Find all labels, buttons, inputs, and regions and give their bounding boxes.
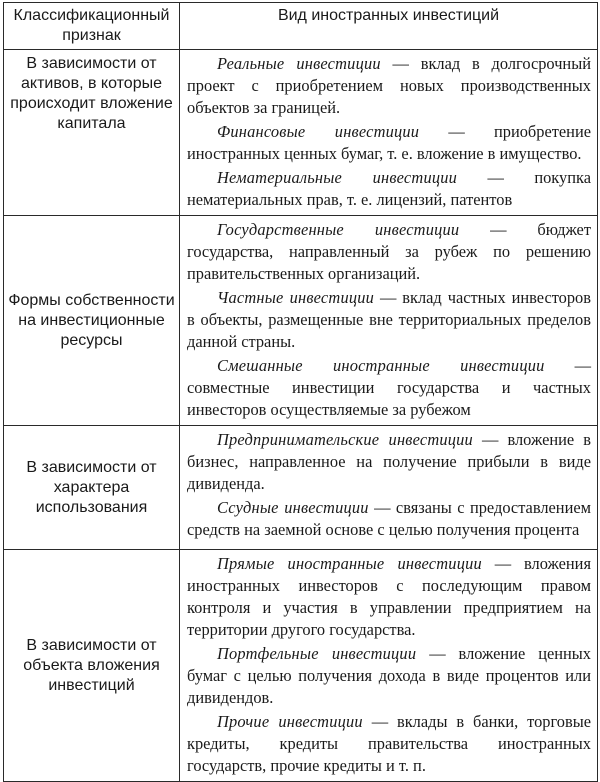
- investment-definition: — вклад частных инвесторов в объекты, размещенные вне территориальных пределов данной страны.: [187, 288, 591, 351]
- investment-type-entry: [187, 53, 591, 119]
- investment-definition: — покупка нематериальных прав, т. е. лицензий, патентов: [187, 168, 591, 209]
- investment-classification-table: [3, 2, 598, 782]
- investment-definition: — вложение ценных бумаг с целью получения дохода в виде процентов или дивидендов.: [187, 644, 592, 707]
- investment-definition: — вклад в долгосрочный проект с приобретением новых производственных объектов за границей.: [187, 54, 591, 117]
- investment-definition: — вложения иностранных инвесторов с последующим правом контроля и участия в управлении предприятием на территории другого государства.: [187, 554, 591, 639]
- investment-definition: — вложение в бизнес, направленное на получение прибыли в виде дивиденда.: [187, 430, 591, 493]
- investment-definition: — совместные инвестиции государства и частных инвесторов осуществляемые за рубежом: [187, 356, 591, 419]
- investment-type-entry: [187, 711, 591, 777]
- investment-type-entry: [187, 429, 591, 495]
- description-cell: [180, 426, 598, 550]
- investment-definition: — связаны с предоставлением средств на заемной основе с целью получения процента: [187, 498, 591, 539]
- table-header-row: [4, 3, 598, 50]
- investment-term: Нематериальные инвестиции: [217, 168, 458, 187]
- criterion-cell: В зависимости от характера использования: [4, 426, 180, 550]
- table-row: [4, 550, 598, 782]
- investment-definition: — вклады в банки, торговые кредиты, кредиты правительства иностранных государств, прочие кредиты и т. п.: [187, 712, 592, 775]
- investment-definition: — приобретение иностранных ценных бумаг, т. е. вложение в имущество.: [187, 122, 591, 163]
- investment-type-entry: [187, 553, 591, 641]
- investment-term: Ссудные инвестиции: [217, 498, 369, 517]
- investment-term: Государственные инвестиции: [217, 220, 460, 239]
- investment-type-entry: [187, 167, 591, 211]
- investment-type-entry: [187, 643, 591, 709]
- description-cell: [180, 50, 598, 216]
- criterion-cell: В зависимости от объекта вложения инвестиций: [4, 550, 180, 782]
- investment-type-entry: [187, 219, 591, 285]
- investment-term: Смешанные иностранные инвестиции: [217, 356, 545, 375]
- investment-type-entry: [187, 355, 591, 421]
- investment-type-entry: [187, 497, 591, 541]
- investment-term: Портфельные инвестиции: [217, 644, 417, 663]
- header-criterion: Классификационный признак: [4, 3, 180, 50]
- investment-term: Частные инвестиции: [217, 288, 375, 307]
- investment-type-entry: [187, 287, 591, 353]
- criterion-cell: В зависимости от активов, в которые происходит вложение капитала: [4, 50, 180, 216]
- investment-term: Финансовые инвестиции: [217, 122, 420, 141]
- investment-type-entry: [187, 121, 591, 165]
- header-investment-type: Вид иностранных инвестиций: [180, 3, 598, 50]
- table-row: [4, 426, 598, 550]
- description-cell: [180, 216, 598, 426]
- investment-term: Реальные инвестиции: [217, 54, 381, 73]
- investment-term: Прочие инвестиции: [217, 712, 363, 731]
- description-cell: [180, 550, 598, 782]
- criterion-cell: Формы собственности на инвестиционные ресурсы: [4, 216, 180, 426]
- investment-term: Предпринимательские инвестиции: [217, 430, 473, 449]
- investment-term: Прямые иностранные инвестиции: [217, 554, 482, 573]
- investment-definition: — бюджет государства, направленный за рубеж по решению правительственных организаций.: [187, 220, 591, 283]
- table-row: [4, 50, 598, 216]
- table-row: [4, 216, 598, 426]
